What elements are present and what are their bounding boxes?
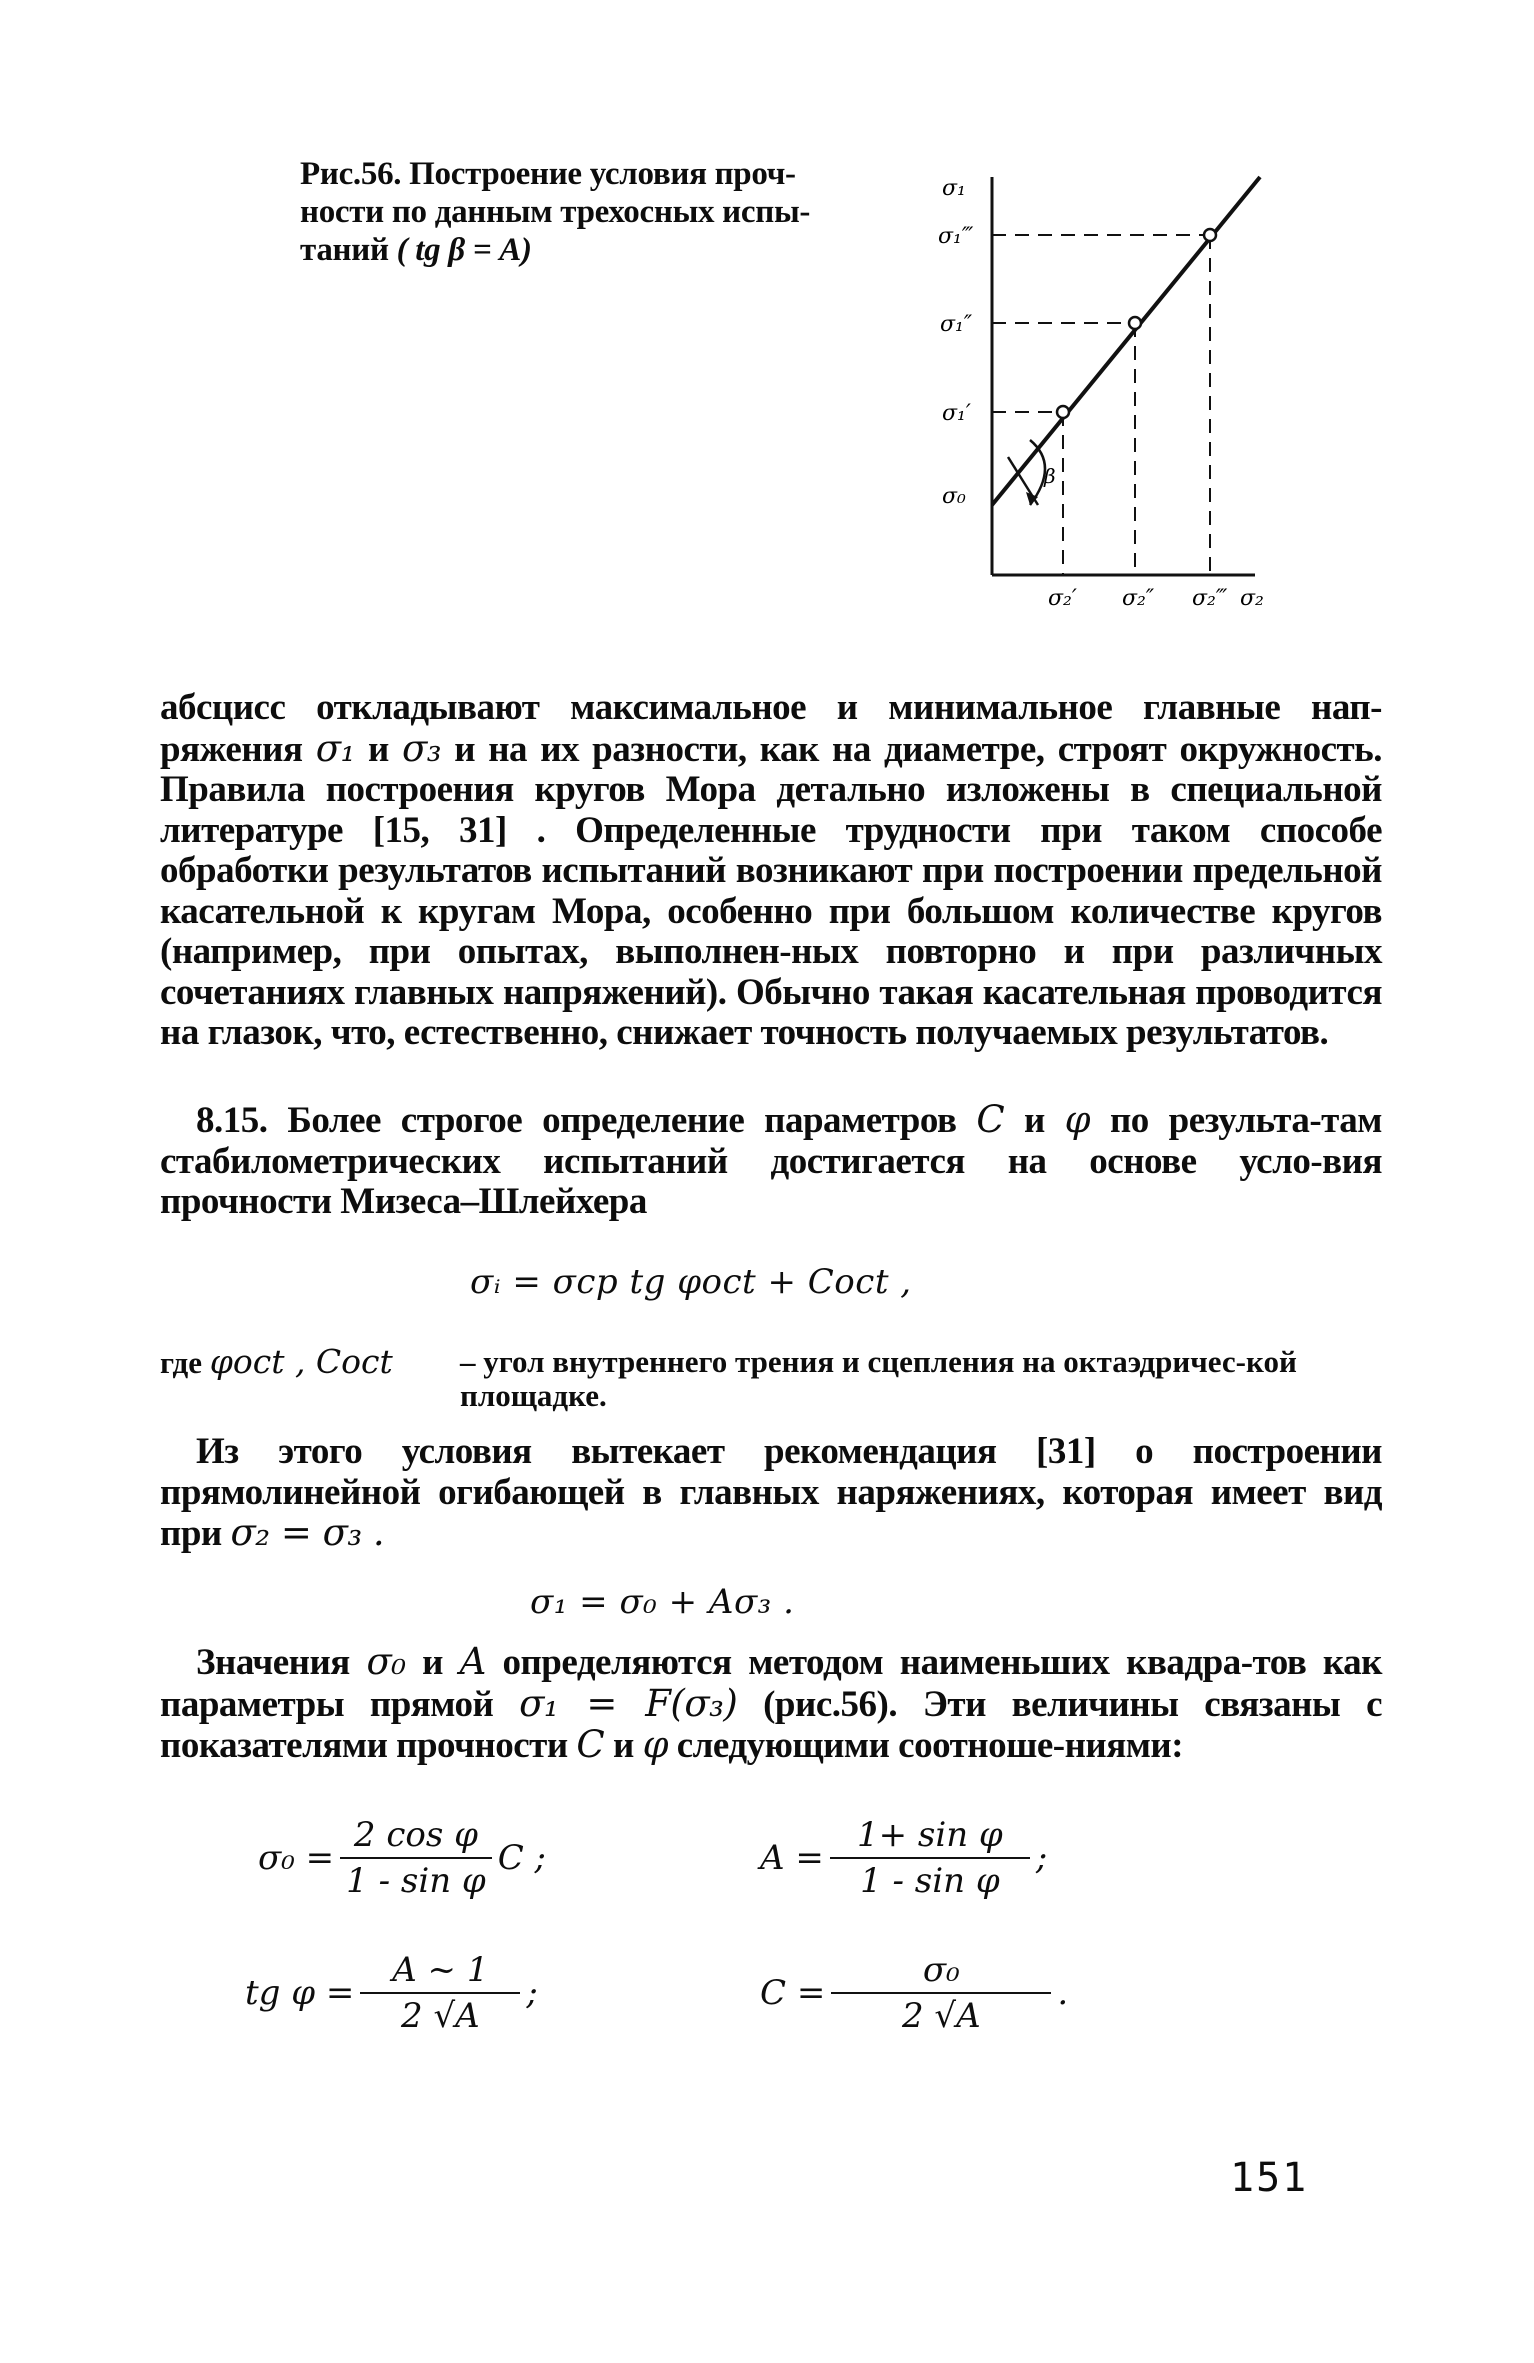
para4-text-f: следующими соотноше-ниями: bbox=[667, 1725, 1184, 1766]
eq2-rhs: ; bbox=[1035, 1838, 1048, 1878]
eq1-lhs: σ₀ = bbox=[258, 1838, 335, 1878]
y-label-sigma1: σ₁ bbox=[942, 176, 966, 201]
eq2-fraction bbox=[830, 1815, 1030, 1901]
eq2-lhs: A = bbox=[760, 1838, 824, 1878]
para4-text-b: и bbox=[405, 1642, 460, 1683]
para1-text-c: и на их разности, как на диаметре, строят окружность. Правила построения кругов Мора детально изложены в специальной литературе [15, 31] . Определенные трудности при таком способе обработки результатов испытаний возникают при построении предельной касательной к кругам Мора, особенно при большом количестве кругов (например, при опытах, выполнен-ных повторно и при различных сочетаниях главных напряжений). Обычно такая касательная проводится на глазок, что, естественно, снижает точность получаемых результатов. bbox=[160, 728, 1382, 1053]
para4-sym-4: C bbox=[576, 1723, 605, 1766]
para1-text-a: абсцисс откладывают максимальное и минимальное главные нап-ряжения bbox=[160, 687, 1382, 770]
eq4-lhs: C = bbox=[760, 1973, 826, 2013]
caption-line-1: Рис.56. Построение условия проч- bbox=[300, 156, 796, 192]
para4-text-c: определяются методом наименьших квадра-тов как параметры прямой bbox=[160, 1642, 1383, 1725]
equation-tg-phi bbox=[245, 1950, 538, 2036]
strength-diagram bbox=[930, 165, 1280, 615]
eq1-denominator: 1 - sin φ bbox=[346, 1861, 486, 1901]
paragraph-2 bbox=[160, 1100, 1382, 1223]
equation-a bbox=[760, 1815, 1047, 1901]
eq1-numerator: 2 cos φ bbox=[340, 1815, 492, 1859]
paragraph-1 bbox=[160, 688, 1382, 1054]
eq2-denominator: 1 - sin φ bbox=[860, 1861, 1000, 1901]
para4-sym-2: A bbox=[459, 1640, 486, 1683]
para4-text-e: и bbox=[604, 1725, 643, 1766]
where-text: – угол внутреннего трения и сцепления на октаэдричес-кой площадке. bbox=[460, 1344, 1297, 1413]
para3-sym: σ₂ = σ₃ . bbox=[230, 1511, 385, 1554]
where-lhs bbox=[160, 1342, 460, 1413]
paragraph-3 bbox=[160, 1432, 1382, 1555]
para4-sym-3: σ₁ = F(σ₃) bbox=[519, 1681, 738, 1725]
eq1-fraction bbox=[340, 1815, 492, 1901]
para4-text-d: (рис.56). Эти величины связаны с показателями прочности bbox=[160, 1683, 1382, 1766]
paragraph-4 bbox=[160, 1642, 1382, 1767]
equation-c bbox=[760, 1950, 1068, 2036]
para2-text-c: по результа-там стабилометрических испытаний достигается на основе усло-вия прочности Мизеса–Шлейхера bbox=[160, 1100, 1382, 1222]
eq3-rhs: ; bbox=[526, 1973, 538, 2013]
point-1 bbox=[1204, 229, 1216, 241]
eq1-rhs: C ; bbox=[497, 1838, 546, 1878]
caption-line-3 bbox=[300, 231, 860, 269]
caption-line-2: ности по данным трехосных испы- bbox=[300, 194, 811, 230]
y-label-sigma1-2: σ₁″ bbox=[940, 312, 973, 337]
para3-text-a: Из этого условия вытекает рекомендация [31] о построении прямолинейной огибающей в главных наряжениях, которая имеет вид при bbox=[160, 1431, 1382, 1554]
para2-text-b: и bbox=[1004, 1100, 1065, 1141]
y-label-sigma1-3: σ₁‴ bbox=[938, 224, 974, 249]
eq3-lhs: tg φ = bbox=[245, 1973, 355, 2013]
y-label-sigma1-1: σ₁′ bbox=[942, 401, 971, 426]
x-label-sigma2-3: σ₂‴ bbox=[1192, 586, 1228, 611]
para4-text-a: Значения bbox=[196, 1642, 367, 1683]
envelope-line bbox=[992, 177, 1260, 505]
caption-formula: ( tg β = A) bbox=[396, 232, 532, 268]
x-label-sigma2-1: σ₂′ bbox=[1048, 586, 1077, 611]
where-symbols: φoct , Coct bbox=[209, 1342, 393, 1381]
para1-sym-1: σ₁ bbox=[315, 726, 355, 770]
x-label-sigma2-2: σ₂″ bbox=[1122, 586, 1155, 611]
point-2 bbox=[1129, 317, 1141, 329]
point-3 bbox=[1057, 406, 1069, 418]
formula-envelope: σ₁ = σ₀ + Aσ₃ . bbox=[530, 1582, 795, 1622]
eq2-numerator: 1+ sin φ bbox=[830, 1815, 1030, 1859]
eq4-denominator: 2 √A bbox=[901, 1996, 981, 2036]
para1-sym-2: σ₃ bbox=[401, 726, 442, 770]
para4-sym-1: σ₀ bbox=[366, 1640, 406, 1683]
caption-line-3-text: таний bbox=[300, 232, 389, 268]
eq4-fraction bbox=[831, 1950, 1051, 2036]
where-clause bbox=[160, 1342, 1382, 1413]
para2-sym-c: C bbox=[976, 1098, 1005, 1141]
eq3-numerator: A ~ 1 bbox=[360, 1950, 520, 1994]
para2-sym-phi: φ bbox=[1064, 1098, 1091, 1141]
para2-text-a: 8.15. Более строгое определение параметров bbox=[196, 1100, 977, 1141]
formula-mises: σᵢ = σcp tg φoct + Coct , bbox=[470, 1262, 912, 1302]
angle-label: β bbox=[1044, 464, 1056, 488]
eq4-rhs: . bbox=[1057, 1973, 1069, 2013]
where-label: где bbox=[160, 1345, 202, 1380]
x-label-sigma2: σ₂ bbox=[1240, 586, 1264, 611]
para4-sym-5: φ bbox=[642, 1723, 668, 1766]
y-label-sigma0: σ₀ bbox=[942, 484, 966, 509]
eq3-fraction bbox=[360, 1950, 520, 2036]
eq4-numerator: σ₀ bbox=[831, 1950, 1051, 1994]
para1-text-b: и bbox=[354, 728, 402, 770]
equation-sigma0 bbox=[258, 1815, 546, 1901]
figure-caption bbox=[300, 155, 860, 269]
eq3-denominator: 2 √A bbox=[401, 1996, 480, 2036]
page-number: 151 bbox=[1230, 2155, 1309, 2201]
